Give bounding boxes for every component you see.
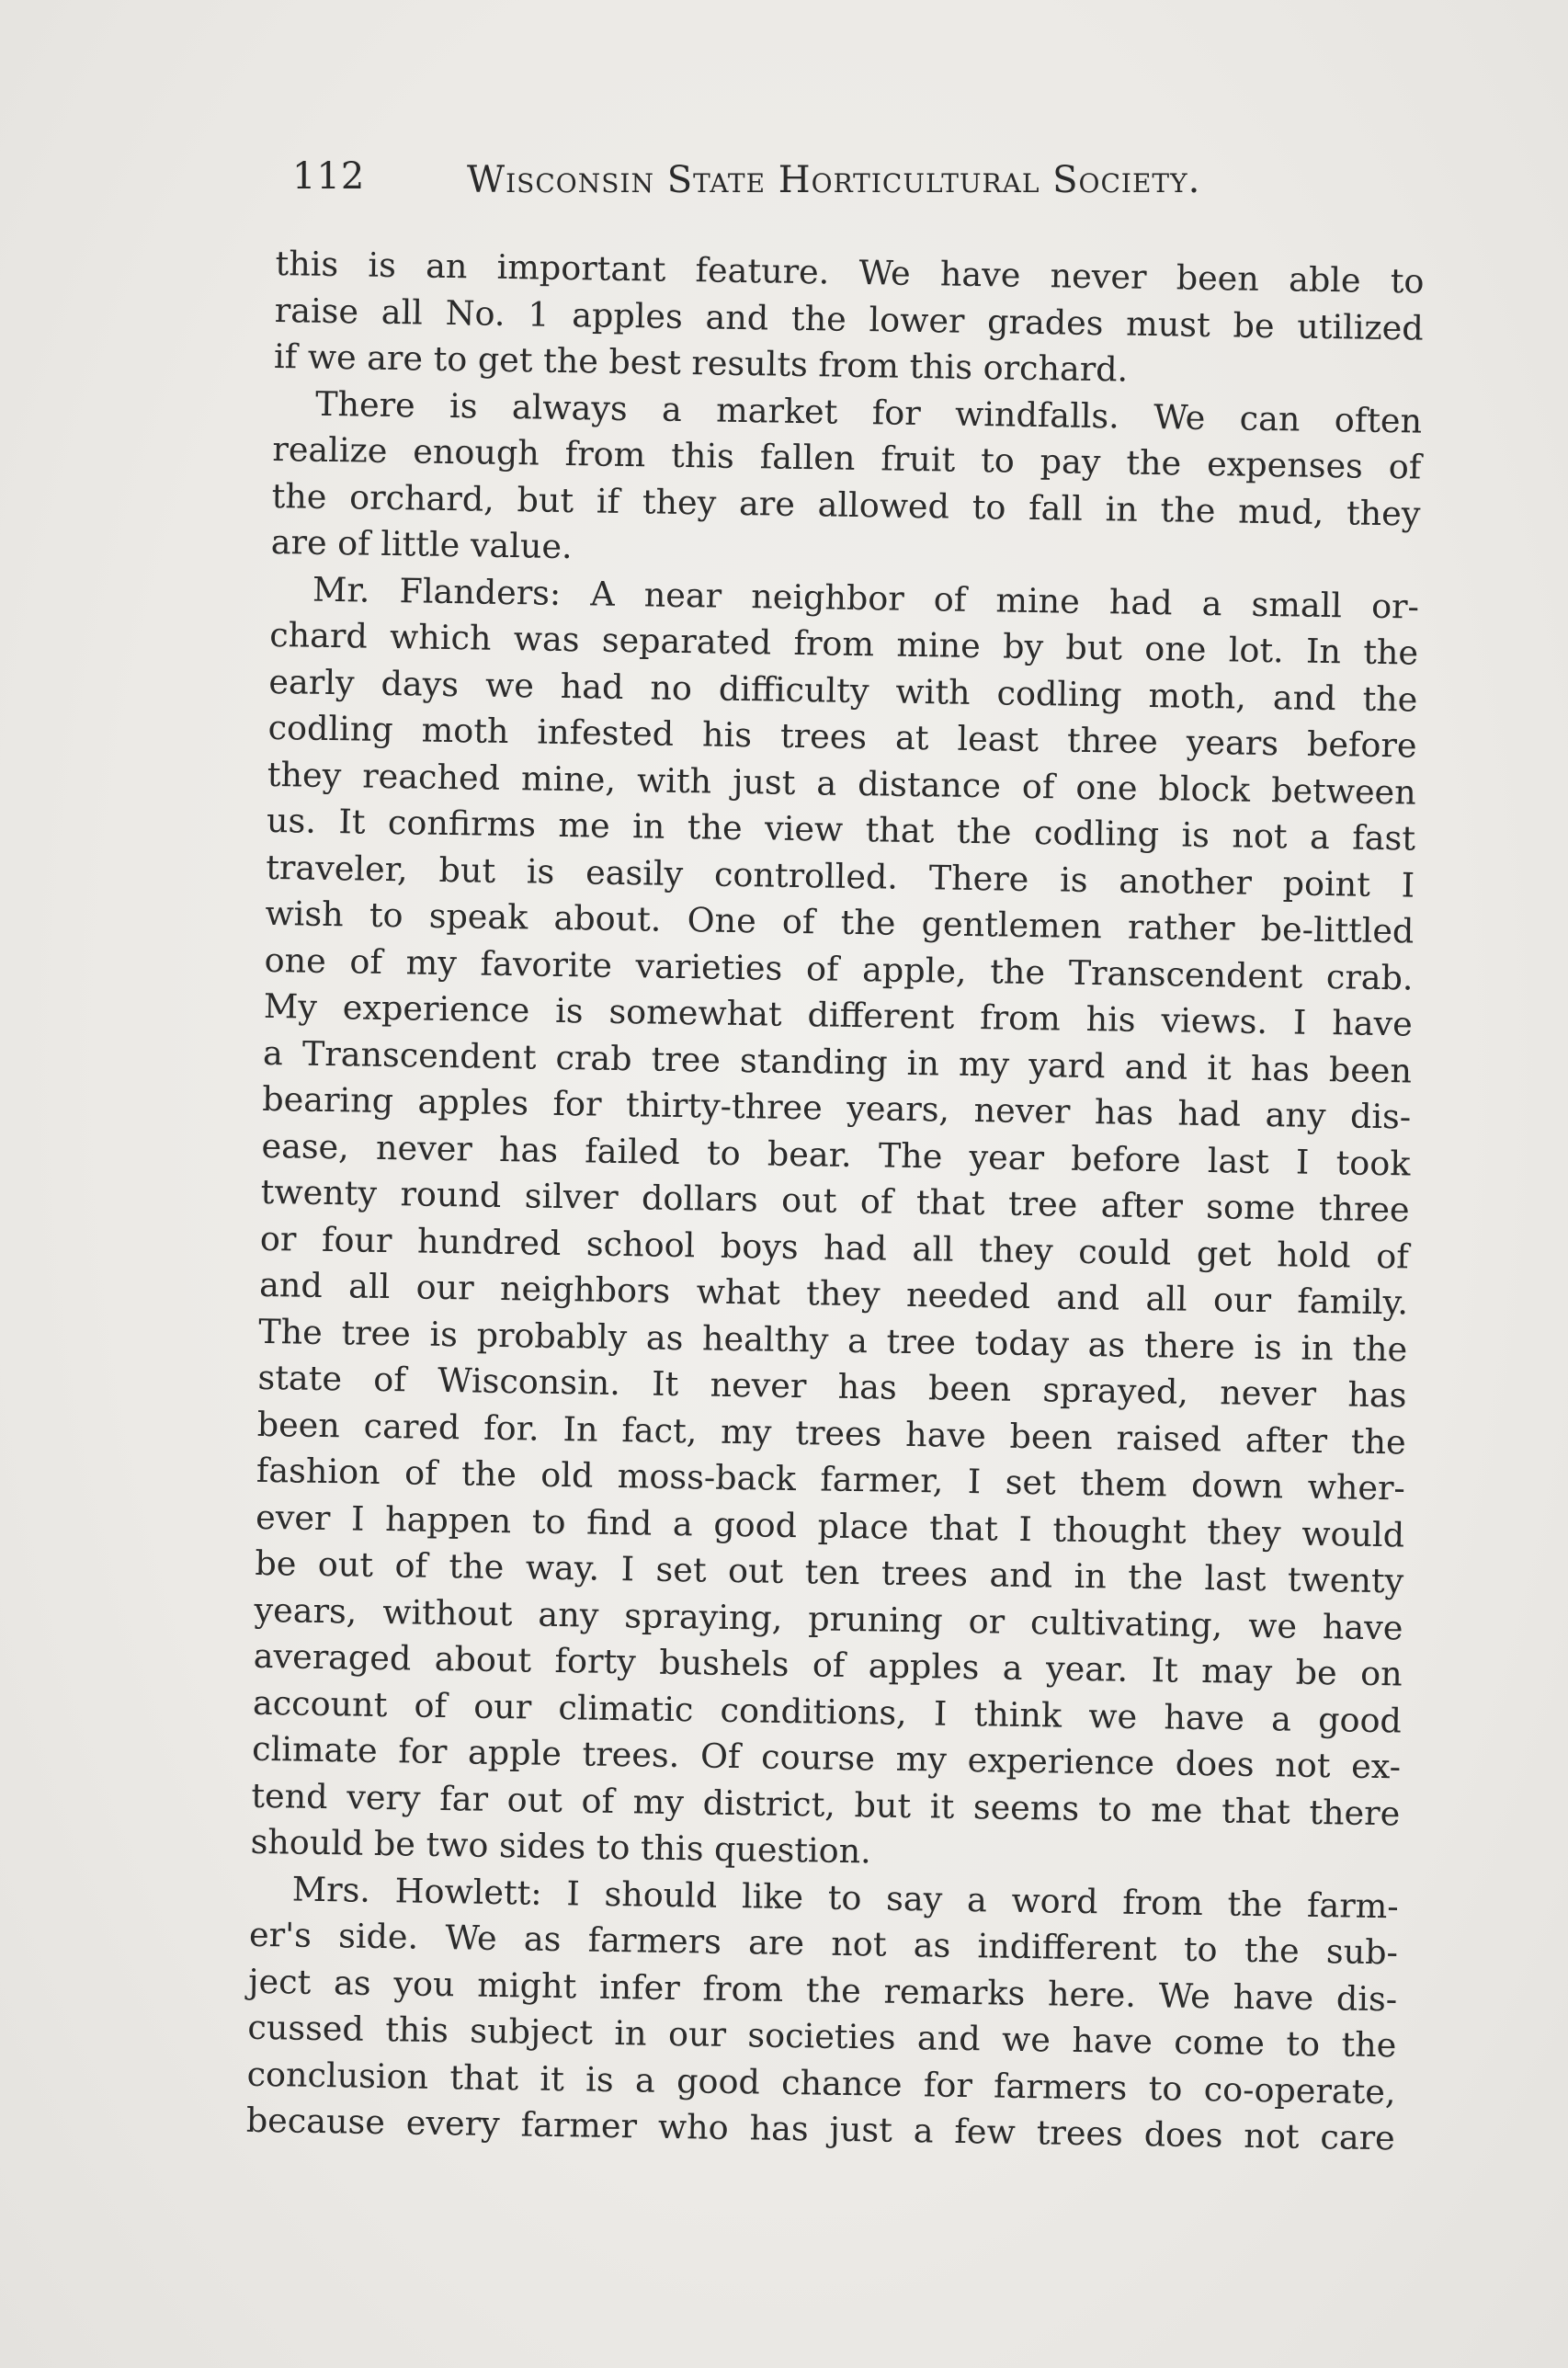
text-line: this is an important feature. We have never been able to: [275, 243, 1425, 302]
text-line: My experience is somewhat different from his views. I have: [263, 985, 1414, 1044]
text-line: realize enough from this fallen fruit to pay the expenses of: [272, 428, 1422, 487]
text-line: wish to speak about. One of the gentlemen rather be-littled: [265, 893, 1415, 951]
text-line: or four hundred school boys had all they could get hold of: [259, 1218, 1410, 1276]
text-line: one of my favorite varieties of apple, the Transcendent crab.: [264, 939, 1414, 998]
text-line: conclusion that it is a good chance for farmers to co-operate,: [246, 2054, 1396, 2112]
text-line: The tree is probably as healthy a tree today as there is in the: [258, 1311, 1408, 1369]
page-header: [292, 154, 1285, 210]
text-line: averaged about forty bushels of apples a year. It may be on: [253, 1635, 1403, 1694]
paragraph-start-line: Mr. Flanders: A near neighbor of mine had a small or-: [312, 569, 1420, 627]
text-line: and all our neighbors what they needed and all our family.: [258, 1264, 1409, 1323]
text-line: fashion of the old moss-back farmer, I set them down wher-: [256, 1450, 1406, 1508]
text-line: twenty round silver dollars out of that tree after some three: [260, 1171, 1410, 1230]
running-title: Wisconsin State Horticultural Society.: [467, 159, 1201, 201]
text-line: they reached mine, with just a distance of one block between: [267, 754, 1417, 813]
paragraph-start-line: Mrs. Howlett: I should like to say a word from the farm-: [291, 1869, 1400, 1926]
text-line: codling moth infested his trees at least three years before: [267, 707, 1417, 766]
text-line: early days we had no difficulty with codling moth, and the: [268, 661, 1418, 720]
text-line: are of little value.: [270, 521, 573, 567]
text-line: bearing apples for thirty-three years, never has had any dis-: [261, 1078, 1412, 1137]
text-line: because every farmer who has just a few trees does not care: [245, 2100, 1396, 2158]
paragraph-start-line: There is always a market for windfalls. We can often: [314, 383, 1423, 441]
text-line: been cared for. In fact, my trees have been raised after the: [256, 1404, 1406, 1462]
page-number: 112: [292, 155, 366, 198]
text-line: ever I happen to find a good place that I thought they would: [255, 1497, 1405, 1554]
body-text: [245, 241, 1424, 2162]
text-line: should be two sides to this question.: [250, 1821, 872, 1872]
text-line: chard which was separated from mine by but one lot. In the: [268, 614, 1419, 673]
text-line: raise all No. 1 apples and the lower grades must be utilized: [274, 290, 1425, 348]
text-line: cussed this subject in our societies and we have come to the: [247, 2007, 1397, 2066]
text-line: traveler, but is easily controlled. There is another point I: [265, 847, 1415, 905]
text-line: if we are to get the best results from this orchard.: [273, 336, 1129, 390]
text-line: us. It confirms me in the view that the codling is not a fast: [266, 800, 1416, 859]
text-line: climate for apple trees. Of course my experience does not ex-: [251, 1728, 1402, 1787]
text-line: ject as you might infer from the remarks here. We have dis-: [247, 1961, 1398, 2019]
text-line: er's side. We as farmers are not as indifferent to the sub-: [248, 1914, 1399, 1973]
text-line: be out of the way. I set out ten trees and in the last twenty: [255, 1543, 1404, 1601]
text-line: a Transcendent crab tree standing in my yard and it has been: [262, 1032, 1413, 1091]
text-line: ease, never has failed to bear. The year before last I took: [261, 1125, 1411, 1184]
text-line: state of Wisconsin. It never has been sprayed, never has: [257, 1357, 1407, 1416]
text-line: tend very far out of my district, but it seems to me that there: [251, 1775, 1401, 1833]
text-line: years, without any spraying, pruning or cultivating, we have: [254, 1589, 1403, 1647]
text-line: the orchard, but if they are allowed to fall in the mud, they: [271, 475, 1421, 534]
text-line: account of our climatic conditions, I think we have a good: [252, 1682, 1403, 1740]
